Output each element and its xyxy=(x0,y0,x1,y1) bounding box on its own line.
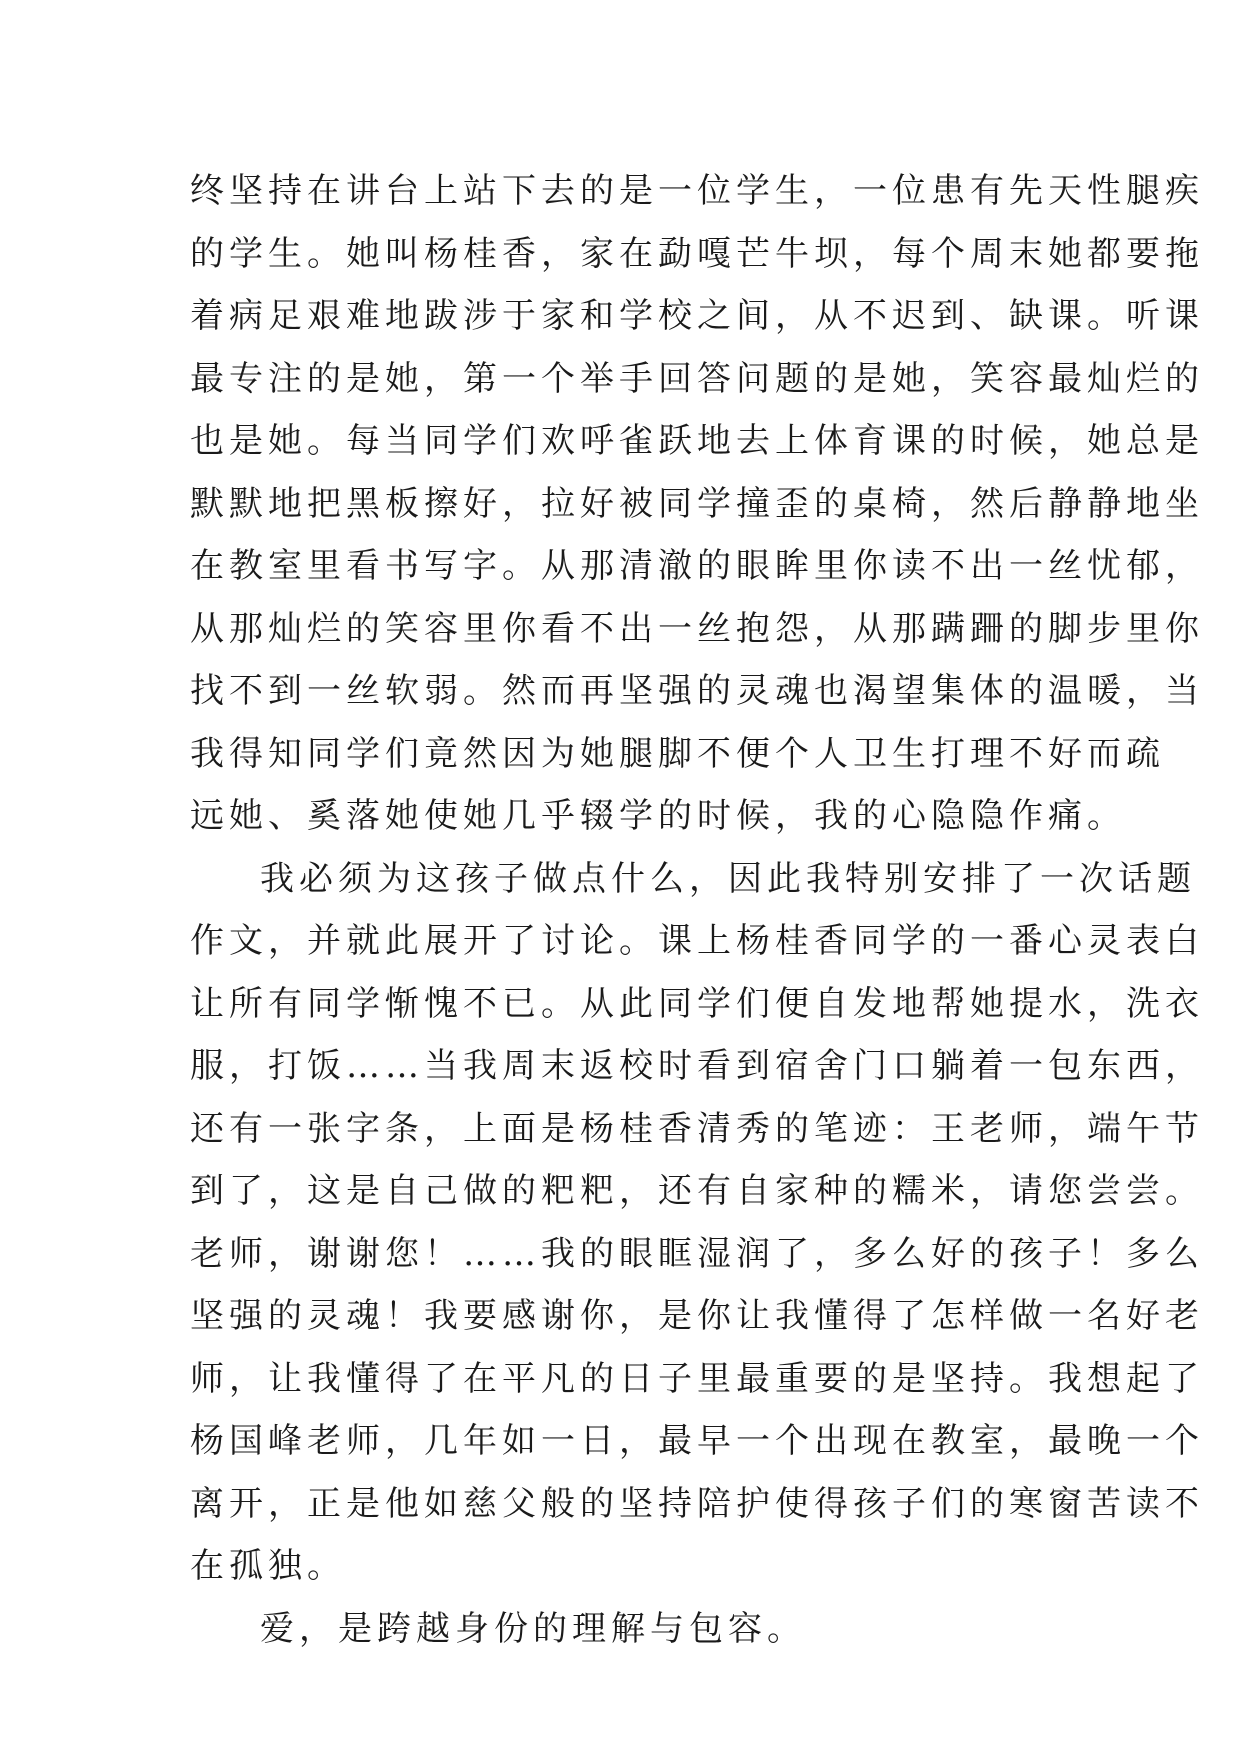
text-line: 我得知同学们竟然因为她腿脚不便个人卫生打理不好而疏 xyxy=(190,733,1165,774)
text-line: 远她、奚落她使她几乎辍学的时候，我的心隐隐作痛。 xyxy=(190,796,1126,836)
paragraph-3 xyxy=(190,1598,1070,1661)
text-line: 在孤独。 xyxy=(190,1546,346,1586)
text-line: 坚强的灵魂！我要感谢你，是你让我懂得了怎样做一名好老 xyxy=(190,1296,1204,1336)
text-line: 离开，正是他如慈父般的坚持陪护使得孩子们的寒窗苦读不 xyxy=(190,1483,1204,1524)
text-line: 找不到一丝软弱。然而再坚强的灵魂也渴望集体的温暖，当 xyxy=(190,671,1204,711)
document-body xyxy=(190,160,1204,1660)
text-line: 在教室里看书写字。从那清澈的眼眸里你读不出一丝忧郁， xyxy=(190,546,1204,586)
paragraph-2 xyxy=(190,848,1204,1598)
text-line: 师，让我懂得了在平凡的日子里最重要的是坚持。我想起了 xyxy=(190,1358,1204,1399)
text-line: 还有一张字条，上面是杨桂香清秀的笔迹：王老师，端午节 xyxy=(190,1108,1204,1149)
text-line: 作文，并就此展开了讨论。课上杨桂香同学的一番心灵表白 xyxy=(190,921,1204,961)
text-line: 终坚持在讲台上站下去的是一位学生，一位患有先天性腿疾 xyxy=(190,171,1204,211)
text-line: 从那灿烂的笑容里你看不出一丝抱怨，从那蹒跚的脚步里你 xyxy=(190,608,1204,649)
text-line: 老师，谢谢您！……我的眼眶湿润了，多么好的孩子！多么 xyxy=(190,1233,1204,1274)
text-line: 最专注的是她，第一个举手回答问题的是她，笑容最灿烂的 xyxy=(190,358,1204,399)
text-line: 默默地把黑板擦好，拉好被同学撞歪的桌椅，然后静静地坐 xyxy=(190,483,1204,524)
text-line: 到了，这是自己做的粑粑，还有自家种的糯米，请您尝尝。 xyxy=(190,1171,1204,1211)
text-line: 爱，是跨越身份的理解与包容。 xyxy=(260,1608,806,1649)
text-line: 我必须为这孩子做点什么，因此我特别安排了一次话题 xyxy=(260,858,1196,899)
text-line: 着病足艰难地跋涉于家和学校之间，从不迟到、缺课。听课 xyxy=(190,296,1204,336)
text-line: 也是她。每当同学们欢呼雀跃地去上体育课的时候，她总是 xyxy=(190,421,1204,461)
text-line: 杨国峰老师，几年如一日，最早一个出现在教室，最晚一个 xyxy=(190,1421,1204,1461)
text-line: 的学生。她叫杨桂香，家在勐嘎芒牛坝，每个周末她都要拖 xyxy=(190,233,1204,274)
text-line: 让所有同学惭愧不已。从此同学们便自发地帮她提水，洗衣 xyxy=(190,983,1204,1024)
paragraph-1 xyxy=(190,160,1204,848)
text-line: 服，打饭……当我周末返校时看到宿舍门口躺着一包东西， xyxy=(190,1046,1204,1086)
